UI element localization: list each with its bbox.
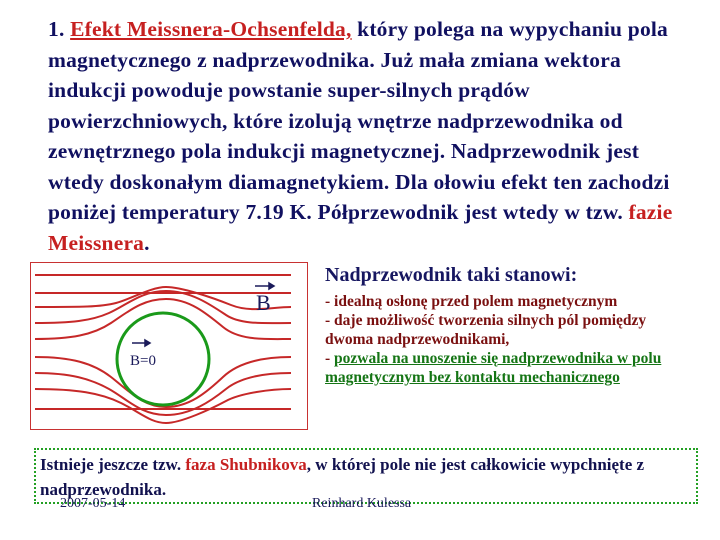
levitation-link[interactable]: pozwala na unoszenie się nadprzewodnika w polu magnetycznym bez kontaktu mechanicznego: [325, 350, 662, 386]
shubnikov-phase-term: faza Shubnikova: [185, 455, 307, 474]
paragraph-number: 1.: [48, 17, 71, 41]
paragraph-end: .: [144, 230, 150, 255]
list-item-prefix: -: [325, 350, 335, 367]
effect-name-link[interactable]: Efekt Meissnera-Ochsenfelda,: [70, 17, 352, 41]
list-item: - idealną osłonę przed polem magnetycznym: [325, 293, 618, 310]
list-item-levitation: [325, 349, 697, 387]
field-lines-svg: [31, 263, 307, 429]
main-paragraph: [48, 14, 698, 258]
shubnikov-intro: Istnieje jeszcze tzw.: [40, 455, 186, 474]
inner-field-label: B=0: [130, 353, 156, 369]
meissner-field-diagram: [30, 262, 308, 430]
meissner-phase-term: fazie Meissnera: [48, 200, 673, 255]
paragraph-body: który polega na wypychaniu pola magnetycznego z nadprzewodnika. Już mała zmiana wektora indukcji powoduje powstanie super-silnych prądów powierzchniowych, które izolują wnętrze nadprzewodnika od zewnętrznego pola indukcji magnetycznej. Nadprzewodnik jest wtedy doskonałym diamagnetykiem. Dla ołowiu efekt ten zachodzi poniżej temperatury 7.19 K. Półprzewodnik jest wtedy w tzw.: [48, 17, 670, 224]
shubnikov-rest: , w której pole nie jest całkowicie wypchnięte z nadprzewodnika.: [40, 455, 645, 499]
outer-field-arrowhead: [269, 283, 274, 289]
properties-list: [325, 292, 697, 387]
side-title: Nadprzewodnik taki stanowi:: [325, 264, 578, 286]
footer-date: 2007-05-14: [60, 496, 126, 511]
footer-author: Reinhard Kulessa: [312, 496, 412, 511]
shubnikov-text: [40, 452, 690, 502]
list-item: - daje możliwość tworzenia silnych pól pomiędzy dwoma nadprzewodnikami,: [325, 312, 647, 348]
outer-field-label: B: [256, 290, 271, 315]
